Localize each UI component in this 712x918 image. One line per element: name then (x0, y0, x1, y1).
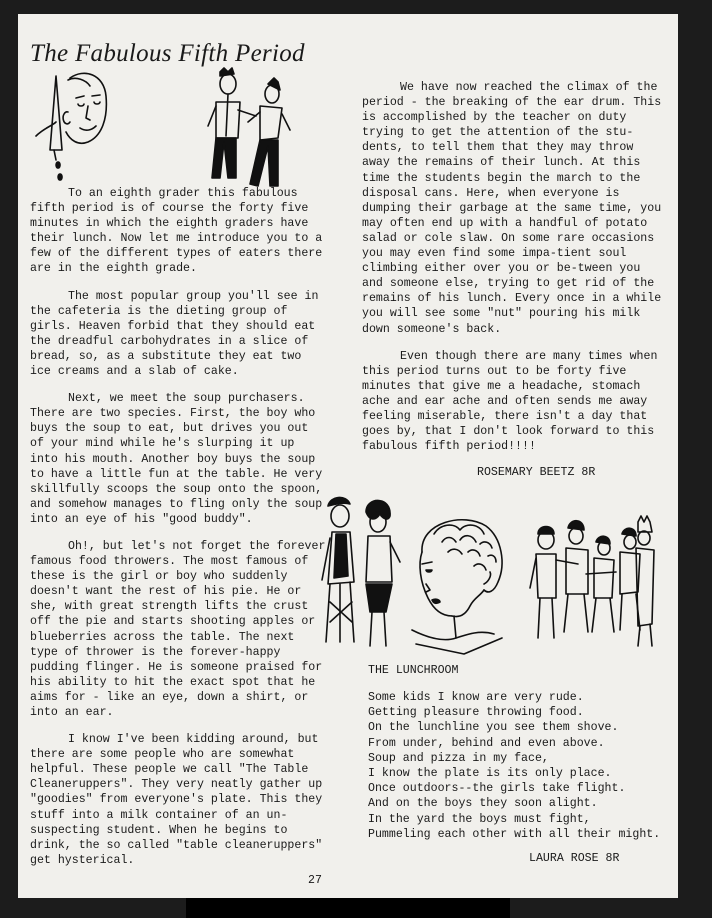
poem-line: Some kids I know are very rude. (368, 691, 584, 704)
poem-line: From under, behind and even above. (368, 736, 605, 750)
article-paragraph: To an eighth grader this fabulous fifth period is of course the forty five minutes in which the eighth graders have their lunch. Now let me introduce you to a few of the different types of eaters there are in the eighth grade. (30, 187, 323, 276)
sketch-crowd-of-boys (526, 514, 658, 654)
poem-line: Pummeling each other with all their might. (368, 827, 661, 841)
article-author: ROSEMARY BEETZ 8R (477, 466, 596, 479)
article-paragraph: I know I've been kidding around, but there are some people who are somewhat helpful. These people we call "The Table Cleaneruppers". They very neatly gather up "goodies" from everyone's plate. This they stuff into a milk container of an un-suspecting student. When he begins to drink, the so called "table cleaneruppers" get hysterical. (30, 733, 323, 867)
article-paragraph: Even though there are many times when this period turns out to be forty five minutes that give me a headache, stomach ache and ear ache and often sends me away feeling miserable, there isn't a day that goes by, that I don't look forward to this fabulous fifth period!!!! (362, 349, 658, 454)
poem-author: LAURA ROSE 8R (529, 852, 620, 865)
poem-line: I know the plate is its only place. (368, 767, 612, 781)
poem-line: In the yard the boys must fight, (368, 812, 591, 826)
article-paragraph: Next, we meet the soup purchasers. There are two species. First, the boy who buys the soup to eat, but drives you out of your mind while he's slurping it up into his mouth. Another boy buys the soup to have a little fun at the table. He very skillfully scoops the soup onto the spoon, and somehow manages to fling only the soup into an eye of his "good buddy". (30, 392, 323, 526)
poem-line: And on the boys they soon alight. (368, 797, 598, 811)
poem-line: Getting pleasure throwing food. (368, 706, 584, 720)
poem-title: THE LUNCHROOM (368, 664, 459, 677)
sketch-face-with-knife (32, 66, 112, 186)
article-paragraph: We have now reached the climax of the period - the breaking of the ear drum. This is accomplished by the teacher on duty trying to get the attention of the stu-dents, to tell them that they may throw away the remains of their lunch. At this time the students begin the march to the disposal cans. Here, when everyone is dumping their garbage at the same time, you may often end up with a handful of potato salad or cole slaw. On some rare occasions you may even find some impa-tient soul climbing either over you or be-tween you and someone else, trying to get rid of the remains of his lunch. Every once in a while you will see some "nut" pouring his milk down someone's back. (362, 81, 662, 336)
article-paragraph: The most popular group you'll see in the cafeteria is the dieting group of girls. Heaven forbid that they should eat the dreadful carbohydrates in a slice of bread, so, as a substitute they eat two ice creams and a slab of cake. (30, 289, 319, 379)
article-title: The Fabulous Fifth Period (30, 40, 305, 67)
magazine-page (18, 14, 678, 898)
article-paragraph: Oh!, but let's not forget the forever famous food throwers. The most famous of these is the girl or boy who suddenly doesn't want the rest of his pie. He or she, with great strength lifts the crust off the pie and starts shooting apples or blueberries across the table. The next type of thrower is the forever-happy pudding flinger. He is someone praised for his ability to hit the exact spot that he aims for - like an eye, down a shirt, or into an ear. (30, 539, 326, 719)
sketch-girl-portrait (404, 512, 508, 660)
article-right-column (362, 80, 662, 466)
page-number: 27 (308, 874, 322, 887)
poem-body (368, 690, 660, 842)
sketch-couple (320, 492, 402, 652)
article-left-column (30, 186, 328, 880)
poem-line: Soup and pizza in my face, (368, 751, 549, 765)
bottom-overlay-bar (186, 898, 510, 918)
sketch-two-boys (186, 66, 296, 196)
poem-line: On the lunchline you see them shove. (368, 721, 619, 735)
poem-line: Once outdoors--the girls take flight. (368, 782, 626, 796)
